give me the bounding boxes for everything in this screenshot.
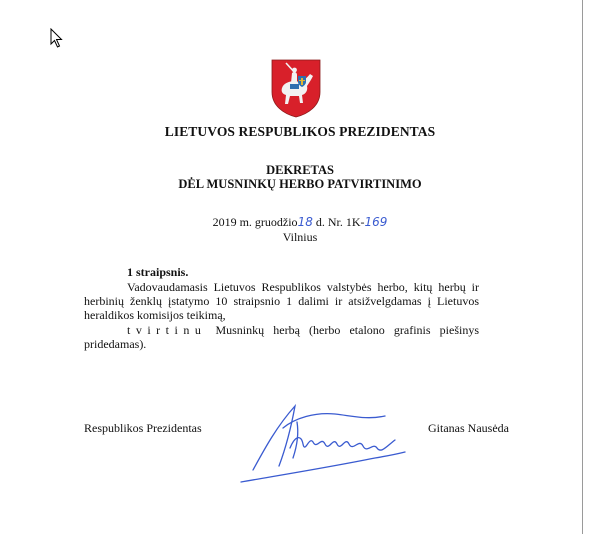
date-number-line (0, 215, 594, 230)
vytis-coat-of-arms-icon (270, 58, 322, 118)
paragraph-2 (84, 323, 479, 351)
signatory-name: Gitanas Nausėda (428, 421, 509, 435)
decree-number-prefix: d. Nr. 1K- (315, 215, 365, 229)
place: Vilnius (282, 230, 318, 244)
handwritten-signature (235, 398, 410, 488)
organization-heading: LIETUVOS RESPUBLIKOS PREZIDENTAS (164, 124, 436, 139)
document-title: DĖL MUSNINKŲ HERBO PATVIRTINIMO (178, 177, 422, 191)
document-type: DEKRETAS (266, 163, 334, 177)
paragraph-2-rest: Musninkų herbą (herbo etalono grafinis piešinys pridedamas). (84, 323, 479, 351)
handwritten-number: 169 (364, 215, 388, 229)
spaced-verb: tvirtinu (127, 323, 207, 337)
article-heading: 1 straipsnis. (127, 265, 189, 279)
paragraph-1: Vadovaudamasis Lietuvos Respublikos valstybės herbo, kitų herbų ir herbinių ženklų įstatymo 10 straipsnio 1 dalimi ir atsižvelgdamas į Lietuvos heraldikos komisijos teikimą, (84, 280, 479, 322)
date-prefix: 2019 m. gruodžio (212, 215, 298, 229)
arrow-cursor-icon (50, 28, 64, 48)
handwritten-day: 18 (297, 215, 313, 229)
signatory-title: Respublikos Prezidentas (84, 421, 202, 435)
